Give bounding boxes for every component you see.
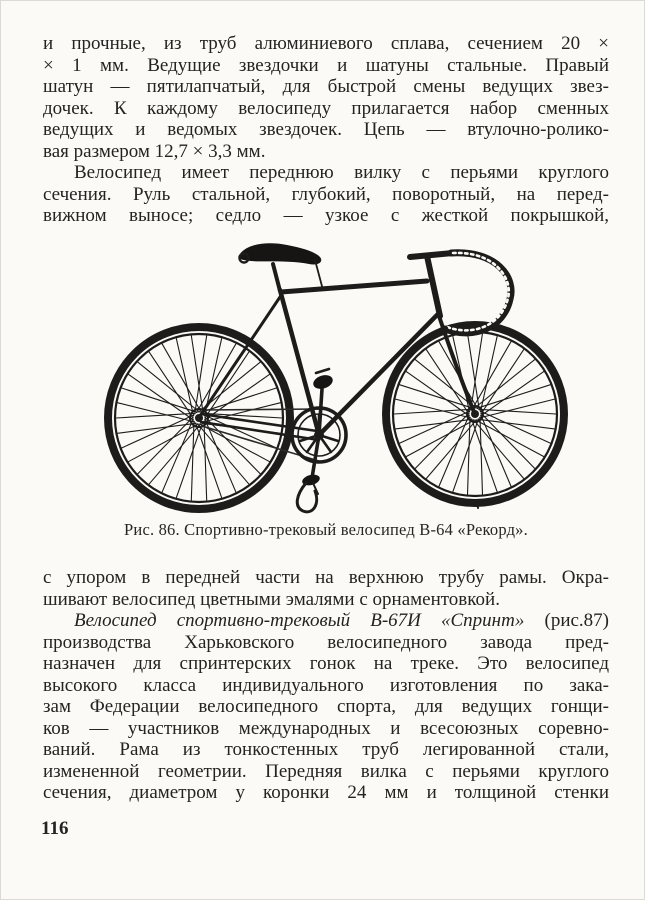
pedal-upper (311, 369, 334, 391)
text-line: ваний. Рама из тонкостенных труб легированной стали, (43, 739, 609, 760)
paragraph-sprint-model (43, 610, 609, 804)
figure-bicycle-illustration (61, 232, 591, 518)
text-line: ков — участников международных и всесоюзных соревно- (43, 717, 609, 739)
text-line: высокого класса индивидуального изготовления по зака- (43, 674, 609, 696)
rear-wheel (108, 327, 290, 509)
text-line: шатун — пятилапчатый, для быстрой смены ведущих звез- (43, 76, 609, 97)
text-line: с упором в передней части на верхнюю трубу рамы. Окра- (43, 567, 609, 588)
text-line (43, 610, 609, 632)
text-line: назначен для спринтерских гонок на треке. Это велосипед (43, 653, 609, 674)
figure-reference: (рис.87) (524, 610, 609, 631)
text-line: и прочные, из труб алюминиевого сплава, сечением 20 × (43, 33, 609, 54)
model-name-italic: Велосипед спортивно-трековый В-67И «Спринт» (74, 610, 525, 631)
text-line: зам Федерации велосипедного спорта, для ведущих гонщи- (43, 696, 609, 717)
text-line: шивают велосипед цветными эмалями с орнаментовкой. (43, 588, 500, 610)
page-number: 116 (41, 818, 69, 839)
text-line: вая размером 12,7 × 3,3 мм. (43, 140, 266, 162)
text-line: сечения. Руль стальной, глубокий, поворотный, на перед- (43, 183, 609, 205)
text-line: сечения, диаметром у коронки 24 мм и толщиной стенки (43, 782, 609, 803)
crankset (292, 389, 346, 478)
figure-caption: Рис. 86. Спортивно-трековый велосипед В-64 «Рекорд». (124, 520, 528, 539)
paragraph-paint-finish (43, 567, 609, 610)
text-line: измененной геометрии. Передняя вилка с перьями круглого (43, 760, 609, 782)
text-block-top (43, 33, 609, 227)
saddle (238, 243, 323, 291)
bicycle-drawing (61, 232, 591, 518)
text-block-bottom (43, 567, 609, 804)
pedal-toe-clip (297, 473, 321, 512)
text-line: производства Харьковского велосипедного завода пред- (43, 631, 609, 653)
handlebar (410, 253, 511, 333)
front-wheel (386, 325, 564, 508)
text-line: Велосипед имеет переднюю вилку с перьями круглого (74, 162, 609, 183)
text-line: ведущих и ведомых звездочек. Цепь — втулочно-ролико- (43, 119, 609, 140)
text-line: вижном выносе; седло — узкое с жесткой покрышкой, (43, 205, 609, 226)
text-line: × 1 мм. Ведущие звездочки и шатуны стальные. Правый (43, 54, 609, 76)
paragraph-front-fork (43, 162, 609, 227)
text-line: дочек. К каждому велосипеду прилагается набор сменных (43, 97, 609, 119)
paragraph-alloy-tubes (43, 33, 609, 162)
